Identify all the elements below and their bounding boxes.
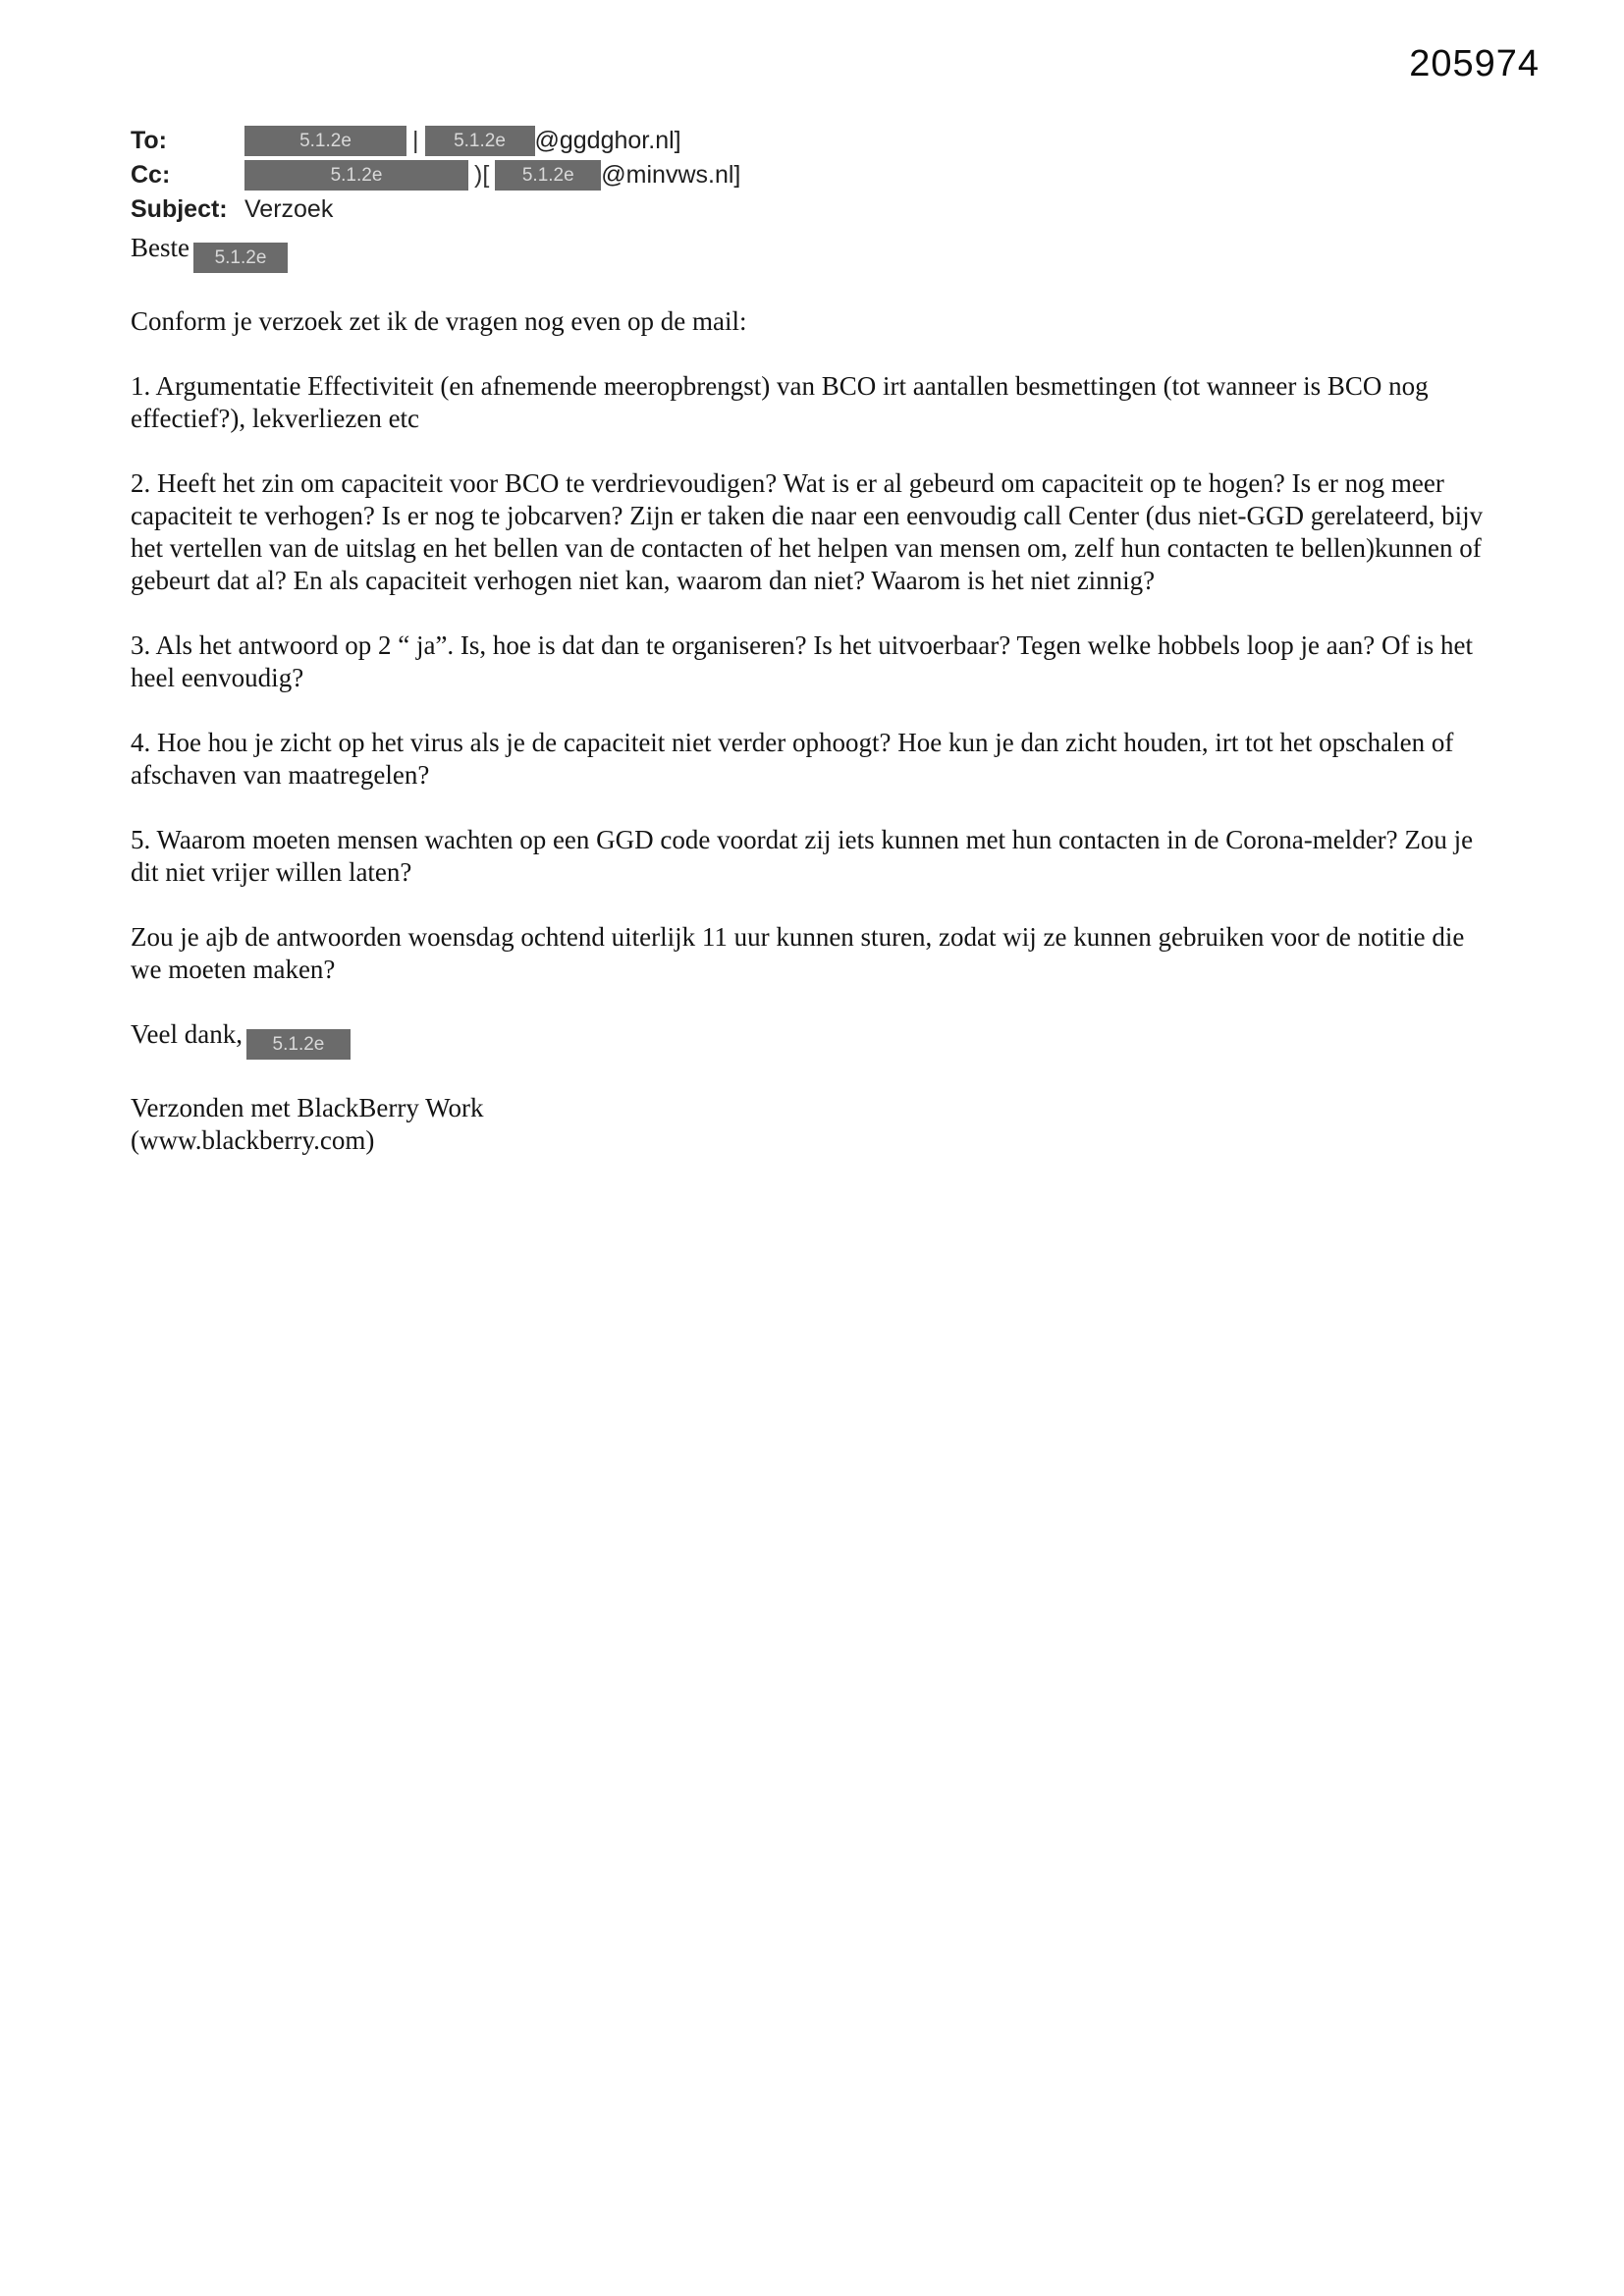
to-label: To: bbox=[131, 126, 168, 154]
redaction-box: 5.1.2e bbox=[244, 126, 406, 156]
question-item-1: 1. Argumentatie Effectiviteit (en afnemende meeropbrengst) van BCO irt aantallen besmettingen (tot wanneer is BCO nog effectief?), lekverliezen etc bbox=[131, 371, 1429, 433]
intro-paragraph: Conform je verzoek zet ik de vragen nog even op de mail: bbox=[131, 306, 747, 336]
closing-request-paragraph: Zou je ajb de antwoorden woensdag ochtend uiterlijk 11 uur kunnen sturen, zodat wij ze kunnen gebruiken voor de notitie die we moeten maken? bbox=[131, 922, 1465, 984]
subject-label: Subject: bbox=[131, 194, 228, 223]
question-item-5: 5. Waarom moeten mensen wachten op een GGD code voordat zij iets kunnen met hun contacten in de Corona-melder? Zou je dit niet vrijer willen laten? bbox=[131, 825, 1474, 887]
email-body bbox=[131, 232, 1497, 1157]
header-row-subject bbox=[131, 192, 740, 226]
email-header bbox=[131, 124, 740, 227]
header-row-cc bbox=[131, 158, 740, 191]
question-item-4: 4. Hoe hou je zicht op het virus als je de capaciteit niet verder ophoogt? Hoe kun je dan zicht houden, irt tot het opschalen of afschaven van maatregelen? bbox=[131, 728, 1454, 790]
to-address-suffix: @ggdghor.nl] bbox=[534, 126, 681, 154]
thanks-line bbox=[131, 1018, 1497, 1060]
redaction-box: 5.1.2e bbox=[244, 160, 468, 191]
question-item-3: 3. Als het antwoord op 2 “ ja”. Is, hoe is dat dan te organiseren? Is het uitvoerbaar? Tegen welke hobbels loop je aan? Of is het heel eenvoudig? bbox=[131, 630, 1473, 692]
redaction-box: 5.1.2e bbox=[193, 243, 288, 273]
page-number: 205974 bbox=[1409, 43, 1540, 84]
to-separator: | bbox=[412, 126, 419, 154]
signature-line-1: Verzonden met BlackBerry Work bbox=[131, 1093, 484, 1122]
subject-value: Verzoek bbox=[244, 194, 334, 223]
redaction-box: 5.1.2e bbox=[246, 1029, 351, 1060]
thanks-text: Veel dank, bbox=[131, 1019, 243, 1049]
cc-bracket: )[ bbox=[474, 160, 490, 189]
redaction-box: 5.1.2e bbox=[495, 160, 601, 191]
greeting-line bbox=[131, 232, 1497, 273]
cc-address-suffix: @minvws.nl] bbox=[601, 160, 741, 189]
question-item-2: 2. Heeft het zin om capaciteit voor BCO te verdrievoudigen? Wat is er al gebeurd om capaciteit op te hogen? Is er nog meer capaciteit te verhogen? Is er nog te jobcarven? Zijn er taken die naar een eenvoudig call Center (dus niet-GGD gerelateerd, bijv het vertellen van de uitslag en het bellen van de contacten of het helpen van mensen om, zelf hun contacten te bellen)kunnen of gebeurt dat al? En als capaciteit verhogen niet kan, waarom dan niet? Waarom is het niet zinnig? bbox=[131, 468, 1484, 595]
signature-block bbox=[131, 1092, 1497, 1157]
signature-line-2: (www.blackberry.com) bbox=[131, 1125, 375, 1155]
redaction-box: 5.1.2e bbox=[425, 126, 535, 156]
header-row-to bbox=[131, 124, 740, 157]
greeting-text: Beste bbox=[131, 233, 189, 262]
cc-label: Cc: bbox=[131, 160, 171, 189]
